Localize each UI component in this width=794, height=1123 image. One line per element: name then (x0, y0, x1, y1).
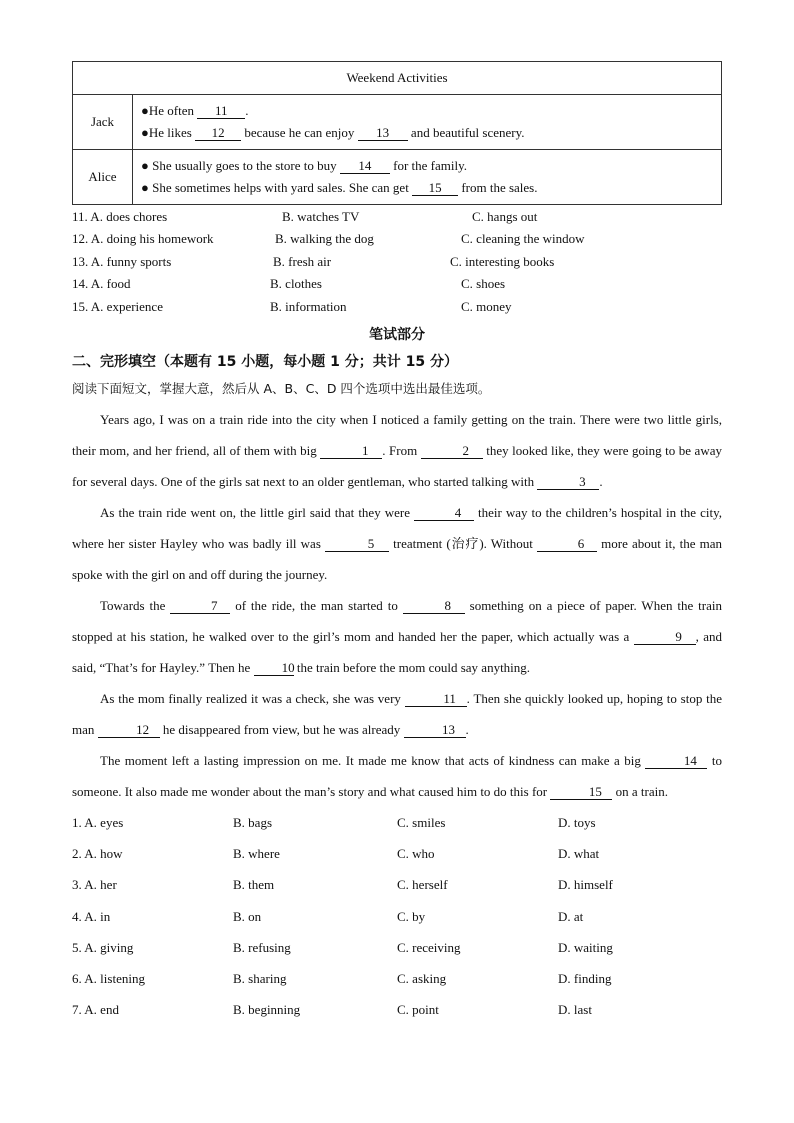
blank-4: 4 (414, 506, 474, 521)
weekend-activities-table (72, 61, 722, 205)
jack-line-2: ●He likes 12 because he can enjoy 13 and beautiful scenery. (141, 125, 525, 140)
option-row-13: 13. A. funny sports B. fresh air C. interesting books (72, 253, 555, 269)
row-content-alice (133, 150, 722, 205)
alice-line-2: ● She sometimes helps with yard sales. She can get 15 from the sales. (141, 180, 538, 195)
blank-1: 1 (320, 444, 382, 459)
blank-7: 7 (170, 599, 230, 614)
listening-options (72, 206, 722, 318)
row-content-jack (133, 95, 722, 150)
cloze-option-row-6: 6. A. listening B. sharing C. asking D. finding (72, 970, 612, 986)
cloze-option-row-4: 4. A. in B. on C. by D. at (72, 908, 584, 924)
blank-13-passage: 13 (404, 723, 466, 738)
paragraph-3: Towards the 7 of the ride, the man started to 8 something on a piece of paper. When the train stopped at his station, he walked over to the girl’s mom and handed her the paper, which actually was a 9 , and said, “That’s for Hayley.” Then he 10 the train before the mom could say anything. (72, 597, 722, 675)
paragraph-4: As the mom finally realized it was a check, she was very 11 . Then she quickly looked up, hoping to stop the man 12 he disappeared from view, but he was already 13 . (72, 690, 722, 737)
option-row-15: 15. A. experience B. information C. money (72, 298, 512, 314)
blank-13: 13 (358, 126, 408, 141)
cloze-option-row-3: 3. A. her B. them C. herself D. himself (72, 877, 613, 893)
blank-15: 15 (412, 181, 458, 196)
jack-line-1: ●He often 11 . (141, 103, 249, 118)
written-part-title: 笔试部分 (369, 326, 425, 343)
blank-15-passage: 15 (550, 785, 612, 800)
exam-page (72, 61, 722, 1025)
blank-5: 5 (325, 537, 389, 552)
section-2-instruction: 阅读下面短文，掌握大意，然后从 A、B、C、D 四个选项中选出最佳选项。 (72, 380, 491, 396)
blank-11: 11 (197, 104, 245, 119)
blank-12: 12 (195, 126, 241, 141)
paragraph-5: The moment left a lasting impression on me. It made me know that acts of kindness can make a big 14 to someone. It also made me wonder about the man’s story and what caused him to do this for 15 on a train. (72, 752, 722, 799)
option-row-14: 14. A. food B. clothes C. shoes (72, 276, 506, 292)
section-2-heading: 二、完形填空（本题有 15 小题，每小题 1 分；共计 15 分） (72, 353, 458, 370)
cloze-option-row-2: 2. A. how B. where C. who D. what (72, 846, 600, 862)
row-name-jack: Jack (73, 95, 133, 150)
blank-2: 2 (421, 444, 483, 459)
cloze-passage (72, 404, 722, 807)
blank-10: 10 (254, 661, 294, 676)
blank-14: 14 (340, 159, 390, 174)
blank-12-passage: 12 (98, 723, 160, 738)
blank-3: 3 (537, 475, 599, 490)
paragraph-2: As the train ride went on, the little girl said that they were 4 their way to the children’s hospital in the city, where her sister Hayley who was badly ill was 5 treatment (治疗). Without 6 more about it, the man spoke with the girl on and off during the journey. (72, 504, 722, 582)
blank-8: 8 (403, 599, 465, 614)
blank-11-passage: 11 (405, 692, 467, 707)
table-title: Weekend Activities (73, 62, 722, 95)
blank-9: 9 (634, 630, 696, 645)
alice-line-1: ● She usually goes to the store to buy 14 for the family. (141, 158, 467, 173)
cloze-option-row-5: 5. A. giving B. refusing C. receiving D. waiting (72, 939, 613, 955)
row-name-alice: Alice (73, 150, 133, 205)
cloze-options (72, 807, 722, 1025)
option-row-12: 12. A. doing his homework B. walking the dog C. cleaning the window (72, 231, 585, 247)
blank-6: 6 (537, 537, 597, 552)
cloze-option-row-1: 1. A. eyes B. bags C. smiles D. toys (72, 814, 596, 830)
paragraph-1: Years ago, I was on a train ride into the city when I noticed a family getting on the train. There were two little girls, their mom, and her friend, all of them with big 1 . From 2 they looked like, they were going to be away for several days. One of the girls sat next to an older gentleman, who started talking with 3 . (72, 411, 722, 489)
option-row-11: 11. A. does chores B. watches TV C. hangs out (72, 209, 538, 224)
cloze-option-row-7: 7. A. end B. beginning C. point D. last (72, 1002, 592, 1018)
blank-14-passage: 14 (645, 754, 707, 769)
